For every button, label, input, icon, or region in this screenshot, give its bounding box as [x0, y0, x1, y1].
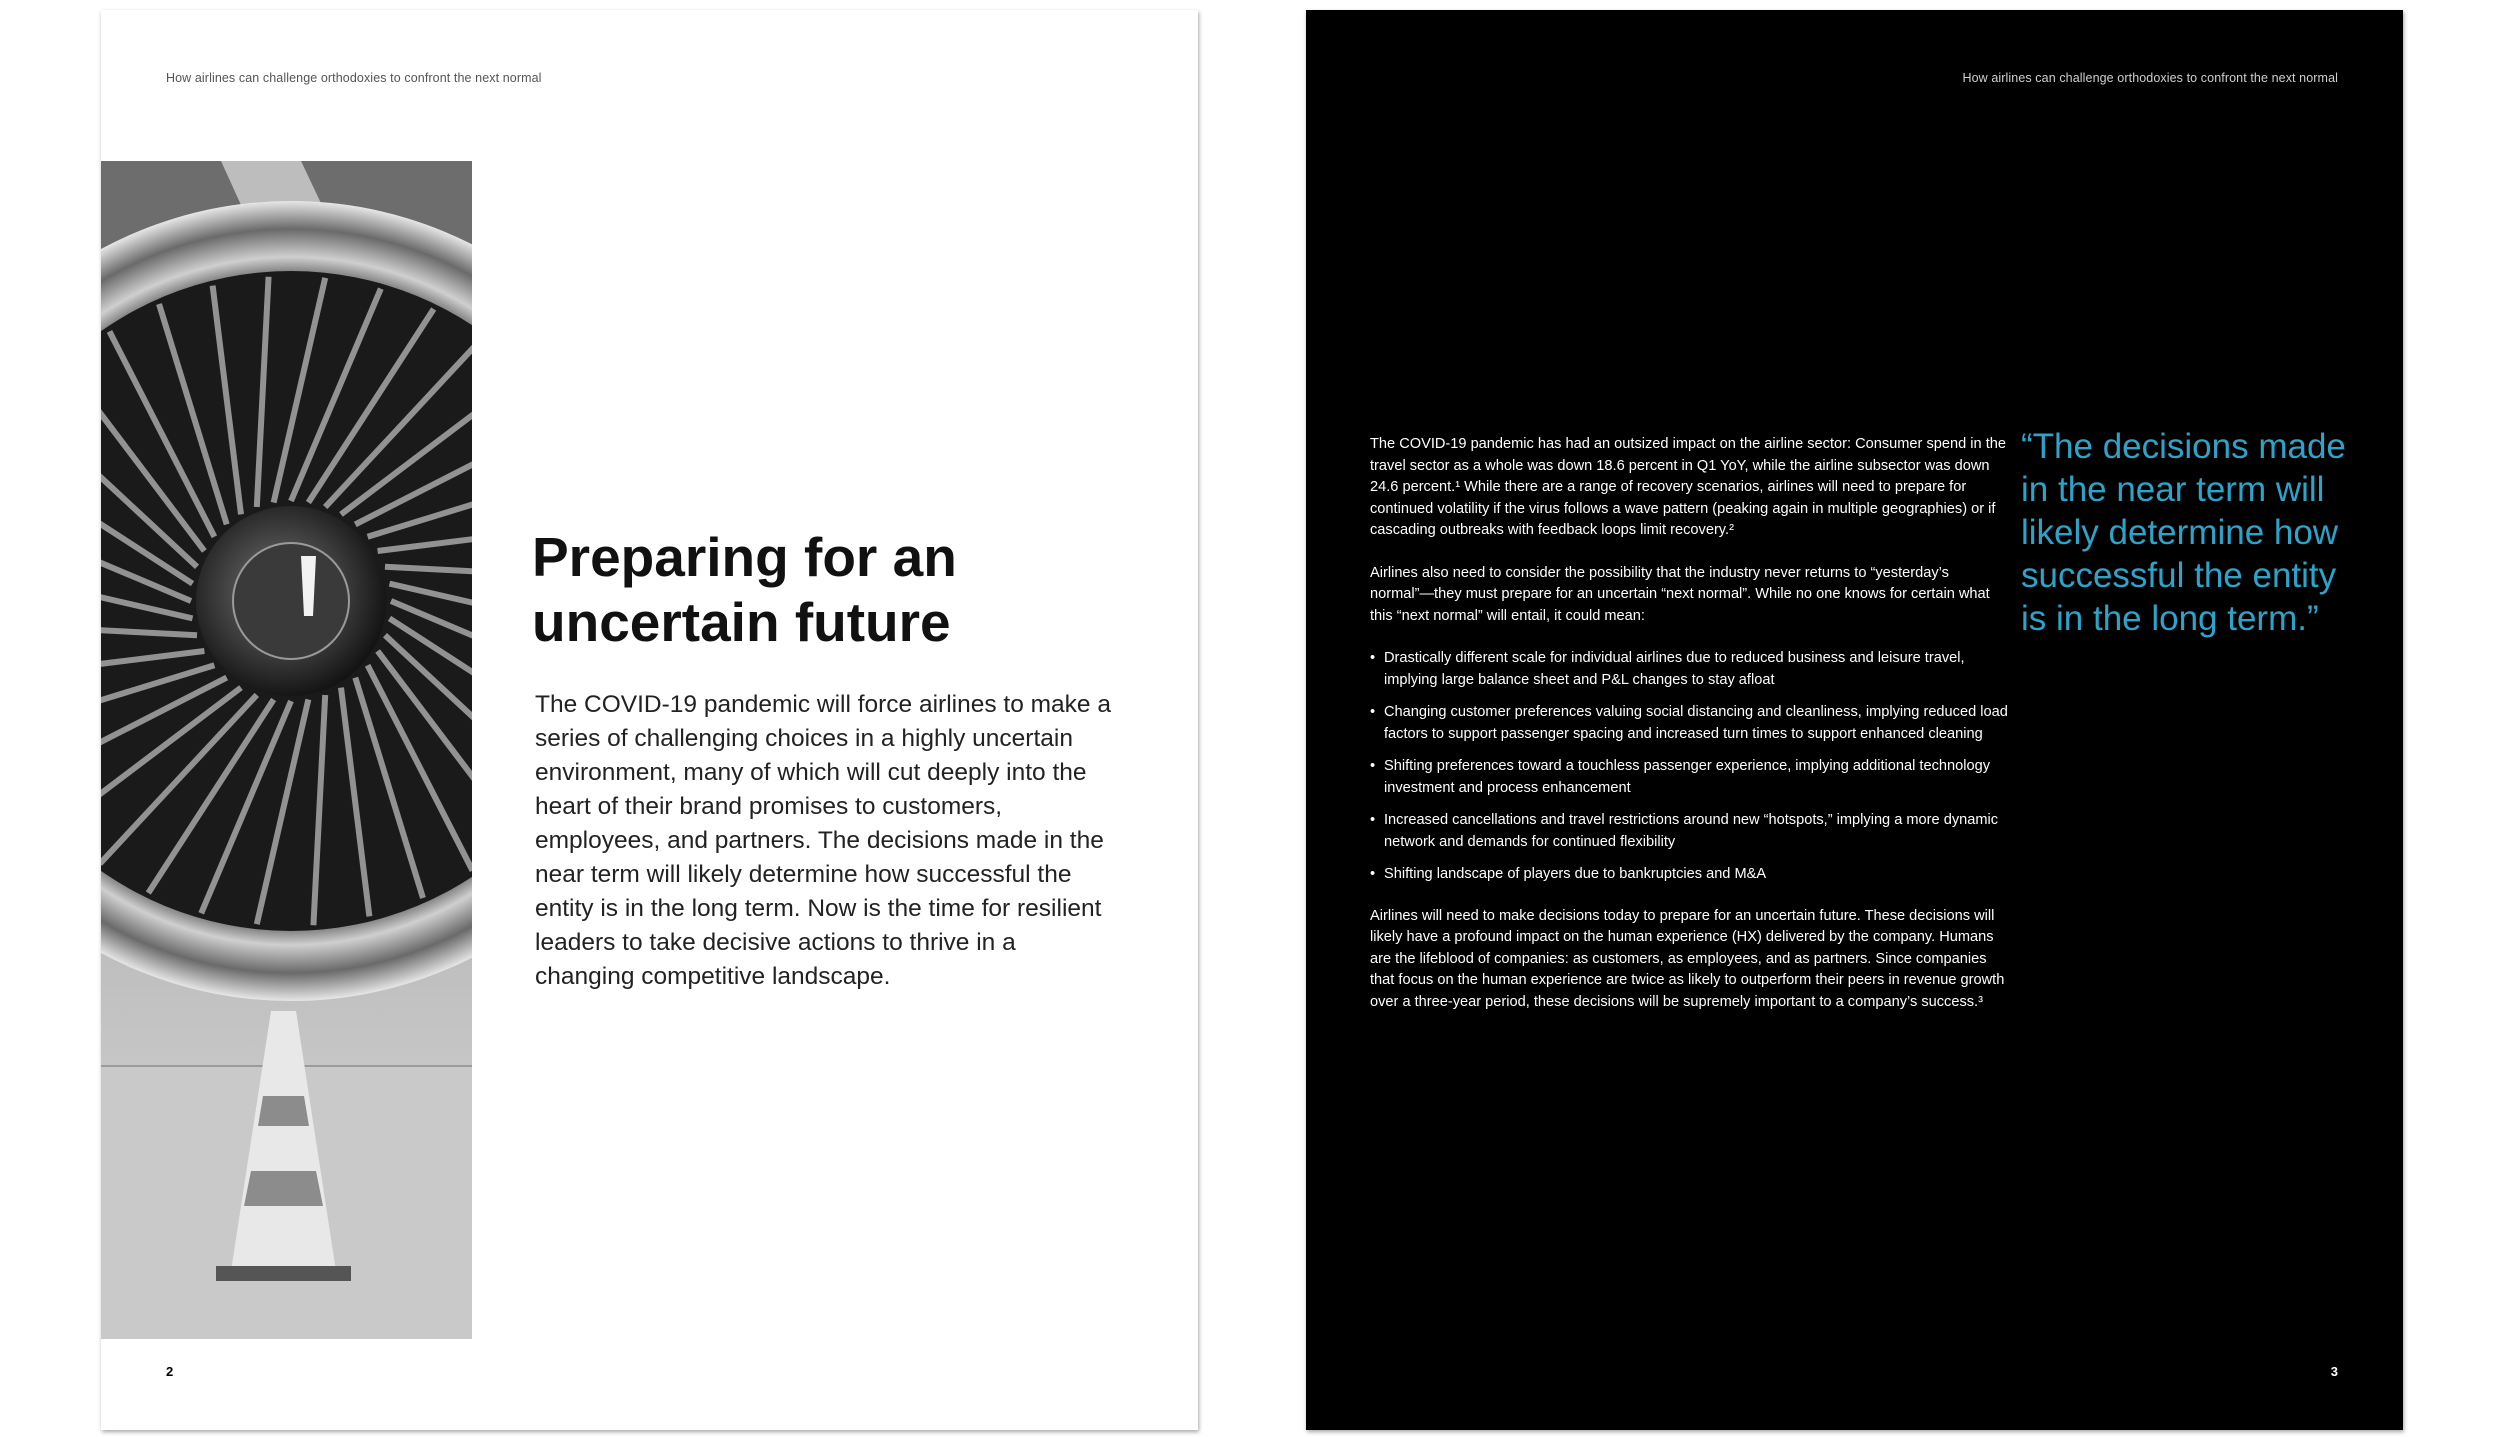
running-head-left: How airlines can challenge orthodoxies to confront the next normal: [166, 71, 542, 85]
right-page: [1306, 10, 2403, 1430]
bullet-icon: •: [1370, 812, 1376, 828]
page-number-left: 2: [166, 1364, 174, 1379]
bullet-item: [1370, 702, 2010, 745]
pull-quote: “The decisions made in the near term will likely determine how successful the entity is in the long term.”: [2021, 427, 2346, 638]
body-column: [1370, 434, 2010, 1034]
page-number-right: 3: [2330, 1364, 2338, 1379]
bullet-icon: •: [1370, 758, 1376, 774]
bullet-text: Increased cancellations and travel restrictions around new “hotspots,” implying a more dynamic network and demands for continued flexibility: [1384, 812, 1999, 850]
headline: Preparing for an uncertain future: [532, 526, 957, 653]
bullet-list: [1370, 648, 2010, 886]
closing-paragraph: Airlines will need to make decisions today to prepare for an uncertain future. These decisions will likely have a profound impact on the human experience (HX) delivered by the company. Humans are the lifeblood of companies: as customers, as employees, and as partners. Since companies that focus on the human experience are twice as likely to outperform their peers in revenue growth over a three-year period, these decisions will be supremely important to a company’s success.³: [1370, 907, 2005, 1010]
bullet-text: Shifting landscape of players due to bankruptcies and M&A: [1384, 866, 1767, 882]
bullet-item: [1370, 756, 2010, 799]
bullet-item: [1370, 810, 2010, 853]
intro-paragraph: The COVID-19 pandemic will force airlines to make a series of challenging choices in a highly uncertain environment, many of which will cut deeply into the heart of their brand promises to customers, employees, and partners. The decisions made in the near term will likely determine how successful the entity is in the long term. Now is the time for resilient leaders to take decisive actions to thrive in a changing competitive landscape.: [535, 691, 1111, 990]
bullet-icon: •: [1370, 704, 1376, 720]
bullet-icon: •: [1370, 650, 1376, 666]
body-paragraph: The COVID-19 pandemic has had an outsized impact on the airline sector: Consumer spend in the travel sector as a whole was down 18.6 percent in Q1 YoY, while the airline subsector was down 24.6 percent.¹ While there are a range of recovery scenarios, airlines will need to prepare for continued volatility if the virus follows a wave pattern (peaking again in multiple geographies) or if cascading outbreaks with feedback loops limit recovery.²: [1370, 436, 2006, 538]
body-paragraph: Airlines also need to consider the possibility that the industry never returns to “yesterday’s normal”—they must prepare for an uncertain “next normal”. While no one knows for certain what this “next normal” will entail, it could mean:: [1370, 564, 1990, 624]
bullet-text: Changing customer preferences valuing social distancing and cleanliness, implying reduced load factors to support passenger spacing and increased turn times to support enhanced cleaning: [1384, 704, 2008, 742]
left-page: [101, 10, 1198, 1430]
jet-engine-photo: [101, 161, 472, 1339]
bullet-text: Drastically different scale for individual airlines due to reduced business and leisure travel, implying large balance sheet and P&L changes to stay afloat: [1384, 650, 1965, 688]
bullet-icon: •: [1370, 866, 1376, 882]
bullet-text: Shifting preferences toward a touchless passenger experience, implying additional technology investment and process enhancement: [1384, 758, 1991, 796]
bullet-item: [1370, 864, 2010, 886]
running-head-right: How airlines can challenge orthodoxies to confront the next normal: [1962, 71, 2338, 85]
bullet-item: [1370, 648, 2010, 691]
